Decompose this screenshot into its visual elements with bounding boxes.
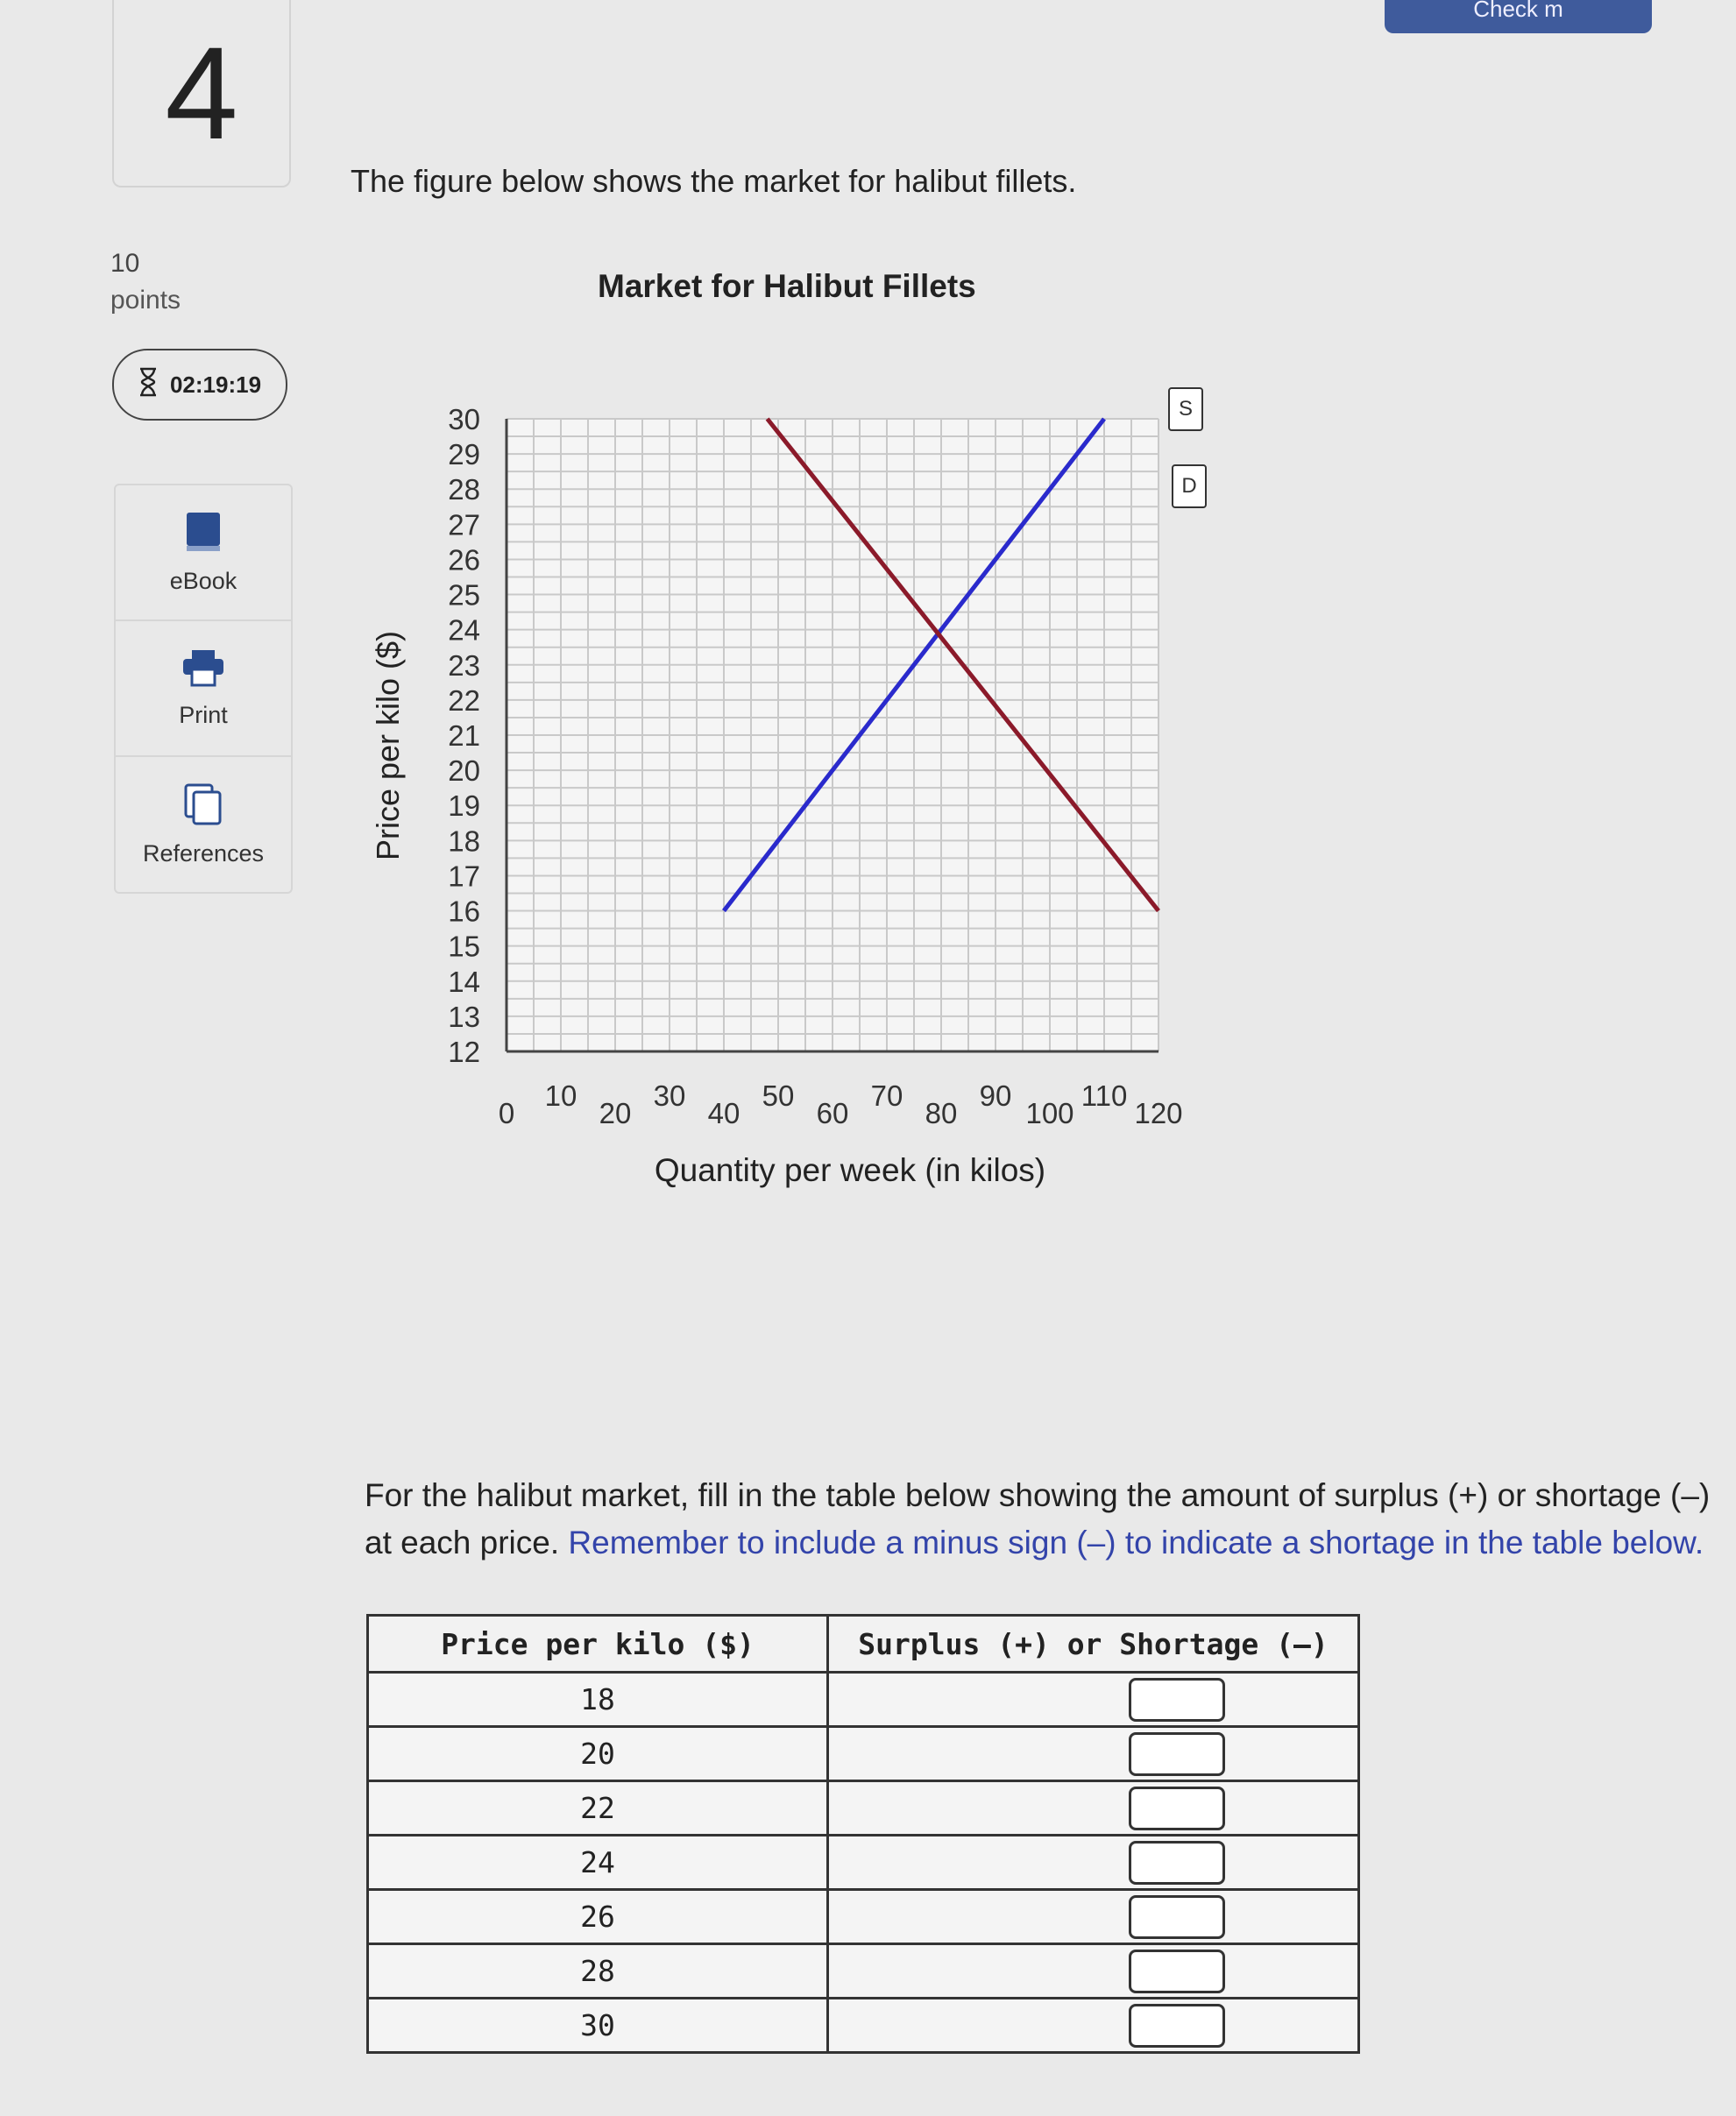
table-row	[368, 1727, 1359, 1781]
question-number: 4	[112, 0, 291, 188]
surplus-shortage-input[interactable]	[1129, 1787, 1225, 1830]
surplus-shortage-table	[366, 1614, 1360, 2054]
answer-cell	[828, 1944, 1359, 1999]
demand-legend[interactable]: D	[1172, 464, 1207, 508]
question-intro: The figure below shows the market for halibut fillets.	[351, 163, 1077, 199]
y-tick-label: 12	[448, 1036, 480, 1068]
y-tick-label: 22	[448, 683, 480, 717]
x-tick-label: 120	[1134, 1097, 1183, 1129]
table-row	[368, 1890, 1359, 1944]
y-tick-label: 27	[448, 508, 480, 541]
x-tick-label: 80	[925, 1097, 958, 1129]
y-tick-label: 28	[448, 473, 480, 506]
table-row	[368, 1781, 1359, 1836]
price-column-header: Price per kilo ($)	[368, 1616, 828, 1673]
table-instructions	[365, 1472, 1714, 1566]
y-tick-label: 21	[448, 719, 480, 752]
answer-cell	[828, 1890, 1359, 1944]
timer-value: 02:19:19	[169, 371, 262, 398]
answer-cell	[828, 1673, 1359, 1727]
surplus-shortage-input[interactable]	[1129, 1895, 1225, 1939]
table-row	[368, 1999, 1359, 2053]
points-label: points	[110, 286, 181, 315]
table-row	[368, 1673, 1359, 1727]
surplus-shortage-input[interactable]	[1129, 2004, 1225, 2048]
x-tick-label: 100	[1025, 1097, 1074, 1129]
instructions-text: For the halibut market, fill in the table below showing the amount of surplus (+) or shortage (–) at each price.	[365, 1477, 1711, 1560]
x-tick-label: 30	[653, 1079, 686, 1112]
table-row	[368, 1944, 1359, 1999]
surplus-column-header: Surplus (+) or Shortage (–)	[828, 1616, 1359, 1673]
price-cell: 26	[368, 1890, 828, 1944]
y-tick-label: 20	[448, 754, 480, 788]
y-tick-label: 24	[448, 613, 480, 647]
surplus-shortage-input[interactable]	[1129, 1678, 1225, 1722]
y-tick-label: 25	[448, 578, 480, 612]
instructions-reminder: Remember to include a minus sign (–) to indicate a shortage in the table below.	[568, 1524, 1704, 1560]
price-cell: 20	[368, 1727, 828, 1781]
y-tick-label: 19	[448, 789, 480, 823]
surplus-shortage-input[interactable]	[1129, 1950, 1225, 1993]
x-tick-label: 20	[599, 1097, 632, 1129]
ebook-label: eBook	[169, 567, 237, 594]
points-value: 10	[110, 249, 140, 278]
y-tick-label: 16	[448, 895, 480, 928]
supply-legend[interactable]: S	[1168, 387, 1203, 431]
x-tick-label: 70	[870, 1079, 903, 1112]
table-row	[368, 1836, 1359, 1890]
y-tick-label: 18	[448, 824, 480, 858]
y-tick-label: 26	[448, 543, 480, 577]
price-cell: 18	[368, 1673, 828, 1727]
y-tick-label: 29	[448, 438, 480, 471]
x-tick-label: 110	[1081, 1079, 1128, 1112]
answer-cell	[828, 1727, 1359, 1781]
y-tick-label: 17	[448, 860, 480, 893]
price-cell: 24	[368, 1836, 828, 1890]
answer-cell	[828, 1999, 1359, 2053]
chart-title: Market for Halibut Fillets	[598, 268, 976, 304]
y-axis-title: Price per kilo ($)	[370, 630, 406, 861]
surplus-shortage-input[interactable]	[1129, 1841, 1225, 1885]
answer-cell	[828, 1836, 1359, 1890]
answer-cell	[828, 1781, 1359, 1836]
price-cell: 28	[368, 1944, 828, 1999]
x-axis-title: Quantity per week (in kilos)	[654, 1152, 1046, 1188]
x-tick-label: 50	[762, 1079, 795, 1112]
y-tick-label: 15	[448, 930, 480, 963]
x-tick-label: 40	[707, 1097, 740, 1129]
price-cell: 22	[368, 1781, 828, 1836]
references-label: References	[142, 839, 265, 867]
y-tick-label: 14	[448, 965, 480, 998]
y-tick-label: 30	[448, 403, 480, 435]
x-tick-label: 10	[544, 1079, 577, 1112]
y-tick-label: 23	[448, 648, 480, 682]
x-tick-label: 90	[979, 1079, 1012, 1112]
y-tick-label: 13	[448, 1000, 480, 1033]
price-cell: 30	[368, 1999, 828, 2053]
check-my-work-button[interactable]: Check m	[1385, 0, 1652, 33]
print-label: Print	[179, 701, 228, 728]
surplus-shortage-input[interactable]	[1129, 1732, 1225, 1776]
x-tick-label: 60	[816, 1097, 849, 1129]
x-tick-label: 0	[498, 1097, 515, 1129]
